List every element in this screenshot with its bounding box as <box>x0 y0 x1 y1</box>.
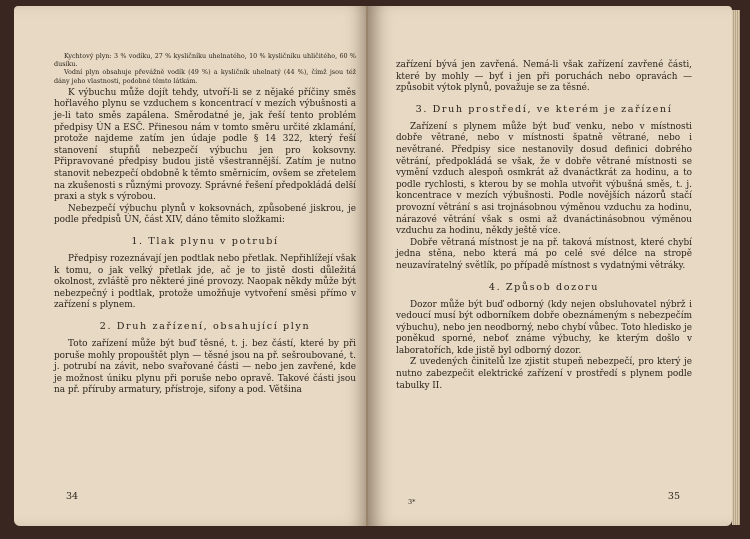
section-heading: 1. Tlak plynu v potrubí <box>131 235 279 247</box>
section-heading: 2. Druh zařízení, obsahující plyn <box>99 320 311 332</box>
body-paragraph: zařízení bývá jen zavřená. Nemá-li však zařízení zavřené části, které by mohly — byť i jen při poruchách nebo opravách — způsobit výtok plynů, považuje se za těsné. <box>396 60 692 94</box>
body-paragraph: Zařízení s plynem může být buď venku, nebo v místnosti dobře větrané, nebo v místnosti špatně větrané, nebo i nevětrané. Předpisy sice nestanovily dosud definici dobrého větrání, předpokládá se však, že v dobře větrané místnosti se vymění vzduch alespoň osmkrát až dvanáctkrát za hodinu, a to podle rychlosti, s kterou by se mohla utvořit výbušná směs, t. j. koncentrace v mezích výbušnosti. Podle novějších názorů stačí provozní větrání s asi trojnásobnou výměnou vzduchu za hodinu, nárazové větrání však s osmi až dvanáctinásobnou výměnou vzduchu za hodinu, někdy ještě více. <box>396 121 692 237</box>
body-paragraph: Toto zařízení může být buď těsné, t. j. bez částí, které by při poruše mohly propouštět plyn — těsné jsou na př. sešroubované, t. j. potrubí na závit, nebo svařované části — nebo jen zavřené, kde je možnost úniku plynu při poruše nebo opravě. Takové části jsou na př. příruby armatury, přístroje, sifony a pod. Většina <box>54 338 356 396</box>
body-paragraph: Nebezpečí výbuchu plynů v koksovnách, způsobené jiskrou, je podle předpisů ÚN, část XIV, dáno těmito složkami: <box>54 203 356 226</box>
page-number: 35 <box>667 491 680 502</box>
body-paragraph: K výbuchu může dojít tehdy, utvoří-li se z nějaké příčiny směs hořlavého plynu se vzduchem s koncentrací v mezích výbušnosti a je-li tato směs zapálena. Směrodatné je, jak řeší tento problém předpisy ÚN a ESČ. Přinesou nám v tomto směru určité zklamání, protože najdeme zatím jen údaje podle § 14 322, který řeší stanovení stupňů nebezpečí výbuchu jen pro koksovny. Připravované předpisy budou jistě všestrannější. Zatím je nutno stanovit nebezpečí obdobně k těmto směrnicím, ovšem se zřetelem na zkušenosti s různými provozy. Správné řešení předpokládá delší praxi a styk s výrobou. <box>54 87 356 203</box>
section-heading: 3. Druh prostředí, ve kterém je zařízení <box>415 103 673 115</box>
small-paragraph: Kychtový plyn: 3 % vodíku, 27 % kysličníku uhelnatého, 10 % kysličníku uhličitého, 60 % dusíku. <box>54 52 356 69</box>
body-paragraph: Dozor může být buď odborný (kdy nejen obsluhovatel nýbrž i vedoucí musí být odborníkem dobře obeznámeným s nebezpečím výbuchu), nebo jen neodborný, nebo chybí vůbec. Toto hledisko je poněkud sporné, neboť známe výbuchy, ke kterým došlo v laboratořích, kde jistě byl odborný dozor. <box>396 299 692 356</box>
right-page <box>368 6 732 526</box>
left-page <box>14 6 368 526</box>
page-stack-edge <box>732 10 740 525</box>
signature-mark: 3* <box>408 498 416 506</box>
body-paragraph: Z uvedených činitelů lze zjistit stupeň nebezpečí, pro který je nutno zabezpečit elektrické zařízení v prostředí s plynem podle tabulky II. <box>396 357 692 391</box>
body-paragraph: Dobře větraná místnost je na př. taková místnost, které chybí jedna stěna, nebo která má po celé své délce na stropě neuzavíratelný světlík, po případě místnost s vydatnými větráky. <box>396 237 692 271</box>
small-paragraph: Vodní plyn obsahuje převážně vodík (49 %) a kysličník uhelnatý (44 %), čímž jsou též dány jeho vlastnosti, podobné těmto látkám. <box>54 68 356 85</box>
body-paragraph: Předpisy rozeznávají jen podtlak nebo přetlak. Nepřihlížejí však k tomu, o jak velký přetlak jde, ač je to jistě dosti důležitá okolnost, zvláště pro některé jiné provozy. Naopak někdy může být nebezpečný i podtlak, protože umožňuje vytvoření směsi přímo v zařízení s plynem. <box>54 253 356 311</box>
section-heading: 4. Způsob dozoru <box>488 281 600 293</box>
page-number: 34 <box>66 491 79 502</box>
